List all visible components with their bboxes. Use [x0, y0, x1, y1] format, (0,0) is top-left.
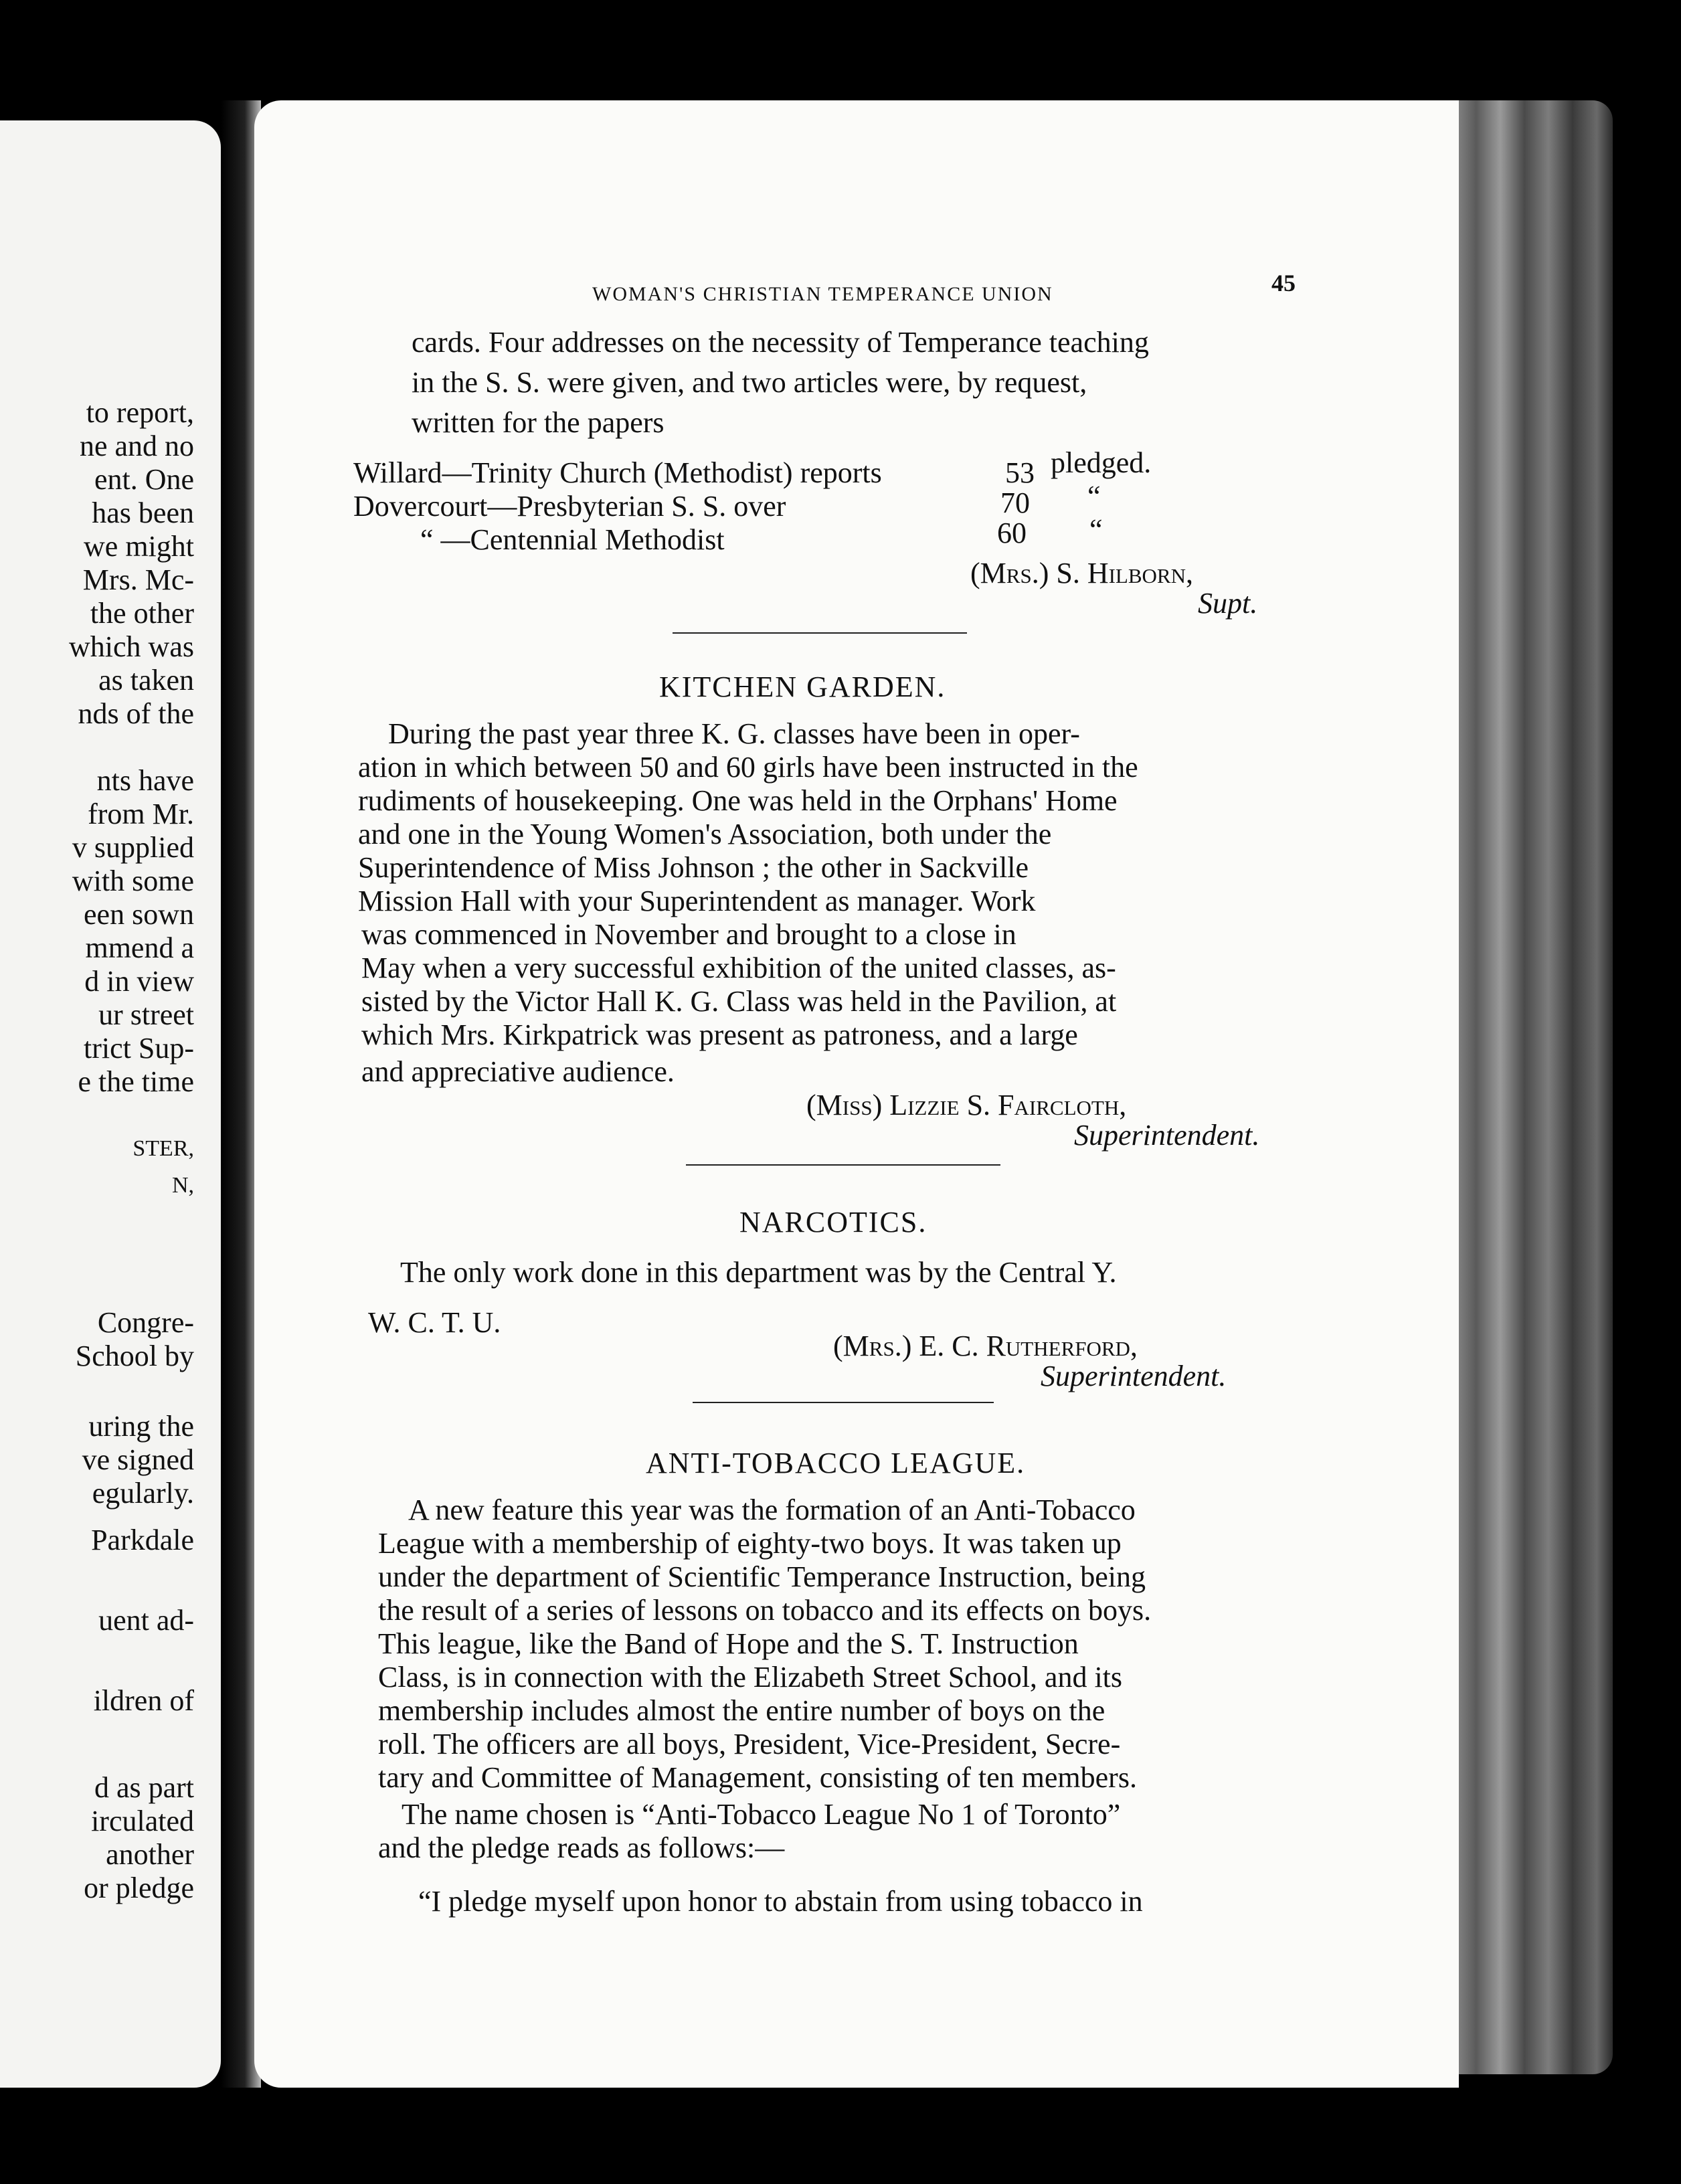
paragraph-line: the result of a series of lessons on tobacco and its effects on boys.: [378, 1594, 1152, 1627]
left-page-line: N,: [171, 1173, 194, 1198]
pledge-name: Willard—Trinity Church (Methodist) reports: [353, 456, 882, 489]
pledge-name: “ —Centennial Methodist: [420, 523, 725, 556]
section-heading: KITCHEN GARDEN.: [659, 670, 946, 703]
paragraph-line: was commenced in November and brought to a close in: [361, 918, 1016, 951]
paragraph-line: sisted by the Victor Hall K. G. Class was held in the Pavilion, at: [361, 985, 1117, 1018]
pledge-count: 60: [997, 517, 1027, 549]
paragraph-line: ation in which between 50 and 60 girls have been instructed in the: [358, 751, 1138, 784]
pledge-unit: pledged.: [1051, 446, 1152, 479]
left-page-line: ve signed: [82, 1443, 194, 1476]
left-page-line: v supplied: [72, 831, 194, 864]
paragraph-line: tary and Committee of Management, consisting of ten members.: [378, 1761, 1137, 1794]
pledge-count: 53: [1005, 456, 1035, 489]
left-page-line: Congre-: [97, 1306, 194, 1339]
left-page-line: e the time: [78, 1065, 194, 1098]
left-page-line: another: [106, 1838, 194, 1871]
left-page-line: has been: [92, 496, 194, 529]
paragraph-line: “I pledge myself upon honor to abstain from using tobacco in: [418, 1885, 1143, 1918]
signature-name: (Mrs.) E. C. Rutherford,: [833, 1330, 1138, 1362]
paragraph-line: During the past year three K. G. classes have been in oper-: [388, 717, 1080, 750]
left-page-line: uent ad-: [98, 1604, 194, 1637]
section-divider: [673, 632, 967, 634]
left-page-line: STER,: [132, 1136, 194, 1161]
pledge-unit: “: [1089, 513, 1103, 546]
paragraph-line: roll. The officers are all boys, President, Vice-President, Secre-: [378, 1728, 1121, 1760]
section-divider: [693, 1402, 994, 1403]
left-page-line: ildren of: [93, 1684, 194, 1717]
left-page-line: een sown: [84, 898, 194, 931]
paragraph-line: rudiments of housekeeping. One was held in the Orphans' Home: [358, 784, 1118, 817]
paragraph-line: League with a membership of eighty-two boys. It was taken up: [378, 1527, 1122, 1560]
running-header: WOMAN'S CHRISTIAN TEMPERANCE UNION: [592, 283, 1053, 305]
left-page-line: to report,: [86, 396, 194, 429]
paragraph-line: membership includes almost the entire number of boys on the: [378, 1694, 1105, 1727]
paragraph-line: which Mrs. Kirkpatrick was present as patroness, and a large: [361, 1018, 1078, 1051]
page-number: 45: [1271, 270, 1296, 296]
paragraph-line: A new feature this year was the formation of an Anti-Tobacco: [408, 1493, 1136, 1526]
left-page-line: ur street: [98, 998, 194, 1031]
left-page-line: Parkdale: [91, 1524, 194, 1556]
paragraph-line: under the department of Scientific Temperance Instruction, being: [378, 1560, 1146, 1593]
section-heading: NARCOTICS.: [739, 1206, 927, 1239]
signature-title: Superintendent.: [1074, 1119, 1260, 1152]
left-page-line: egularly.: [92, 1477, 194, 1510]
left-page-line: trict Sup-: [84, 1032, 194, 1065]
left-page-line: mmend a: [85, 931, 194, 964]
section-divider: [686, 1164, 1000, 1166]
left-page-line: d as part: [94, 1771, 194, 1804]
left-page-line: as taken: [98, 664, 194, 697]
paragraph-line: Mission Hall with your Superintendent as manager. Work: [358, 885, 1036, 917]
pledge-name: Dovercourt—Presbyterian S. S. over: [353, 490, 786, 523]
left-page-line: ent. One: [94, 463, 194, 496]
paragraph-line: The name chosen is “Anti-Tobacco League No 1 of Toronto”: [402, 1798, 1121, 1831]
pledge-count: 70: [1000, 486, 1030, 519]
intro-line: written for the papers: [412, 406, 665, 439]
left-page-line: with some: [72, 864, 194, 897]
left-page-line: Mrs. Mc-: [82, 563, 194, 596]
left-page-line: or pledge: [84, 1872, 194, 1904]
paragraph-line: W. C. T. U.: [368, 1306, 501, 1339]
signature-title: Superintendent.: [1041, 1360, 1227, 1392]
paragraph-line: and one in the Young Women's Association, both under the: [358, 818, 1052, 850]
book-page-edges: [1452, 100, 1613, 2074]
signature-title: Supt.: [1198, 587, 1258, 620]
paragraph-line: May when a very successful exhibition of the united classes, as-: [361, 951, 1116, 984]
paragraph-line: and appreciative audience.: [361, 1055, 675, 1088]
paragraph-line: The only work done in this department was by the Central Y.: [400, 1256, 1117, 1289]
left-page-line: School by: [75, 1340, 194, 1372]
pledge-unit: “: [1087, 480, 1101, 513]
left-page-line: irculated: [91, 1805, 194, 1837]
left-page-line: nds of the: [78, 697, 194, 730]
paragraph-line: Class, is in connection with the Elizabeth Street School, and its: [378, 1661, 1123, 1694]
paragraph-line: Superintendence of Miss Johnson ; the other in Sackville: [358, 851, 1029, 884]
left-page: [0, 120, 221, 2088]
signature-name: (Miss) Lizzie S. Faircloth,: [806, 1089, 1127, 1121]
left-page-line: uring the: [88, 1410, 194, 1443]
left-page-line: d in view: [84, 965, 194, 998]
intro-line: in the S. S. were given, and two articles were, by request,: [412, 366, 1087, 399]
signature-name: (Mrs.) S. Hilborn,: [970, 557, 1193, 589]
left-page-line: the other: [90, 597, 194, 630]
paragraph-line: This league, like the Band of Hope and the S. T. Instruction: [378, 1627, 1079, 1660]
left-page-line: we might: [84, 530, 194, 563]
intro-line: cards. Four addresses on the necessity of Temperance teaching: [412, 326, 1149, 359]
left-page-line: nts have: [96, 764, 194, 797]
left-page-line: ne and no: [79, 430, 194, 462]
left-page-line: which was: [69, 630, 194, 663]
section-heading: ANTI-TOBACCO LEAGUE.: [646, 1447, 1026, 1479]
left-page-line: from Mr.: [88, 798, 194, 830]
paragraph-line: and the pledge reads as follows:—: [378, 1831, 785, 1864]
